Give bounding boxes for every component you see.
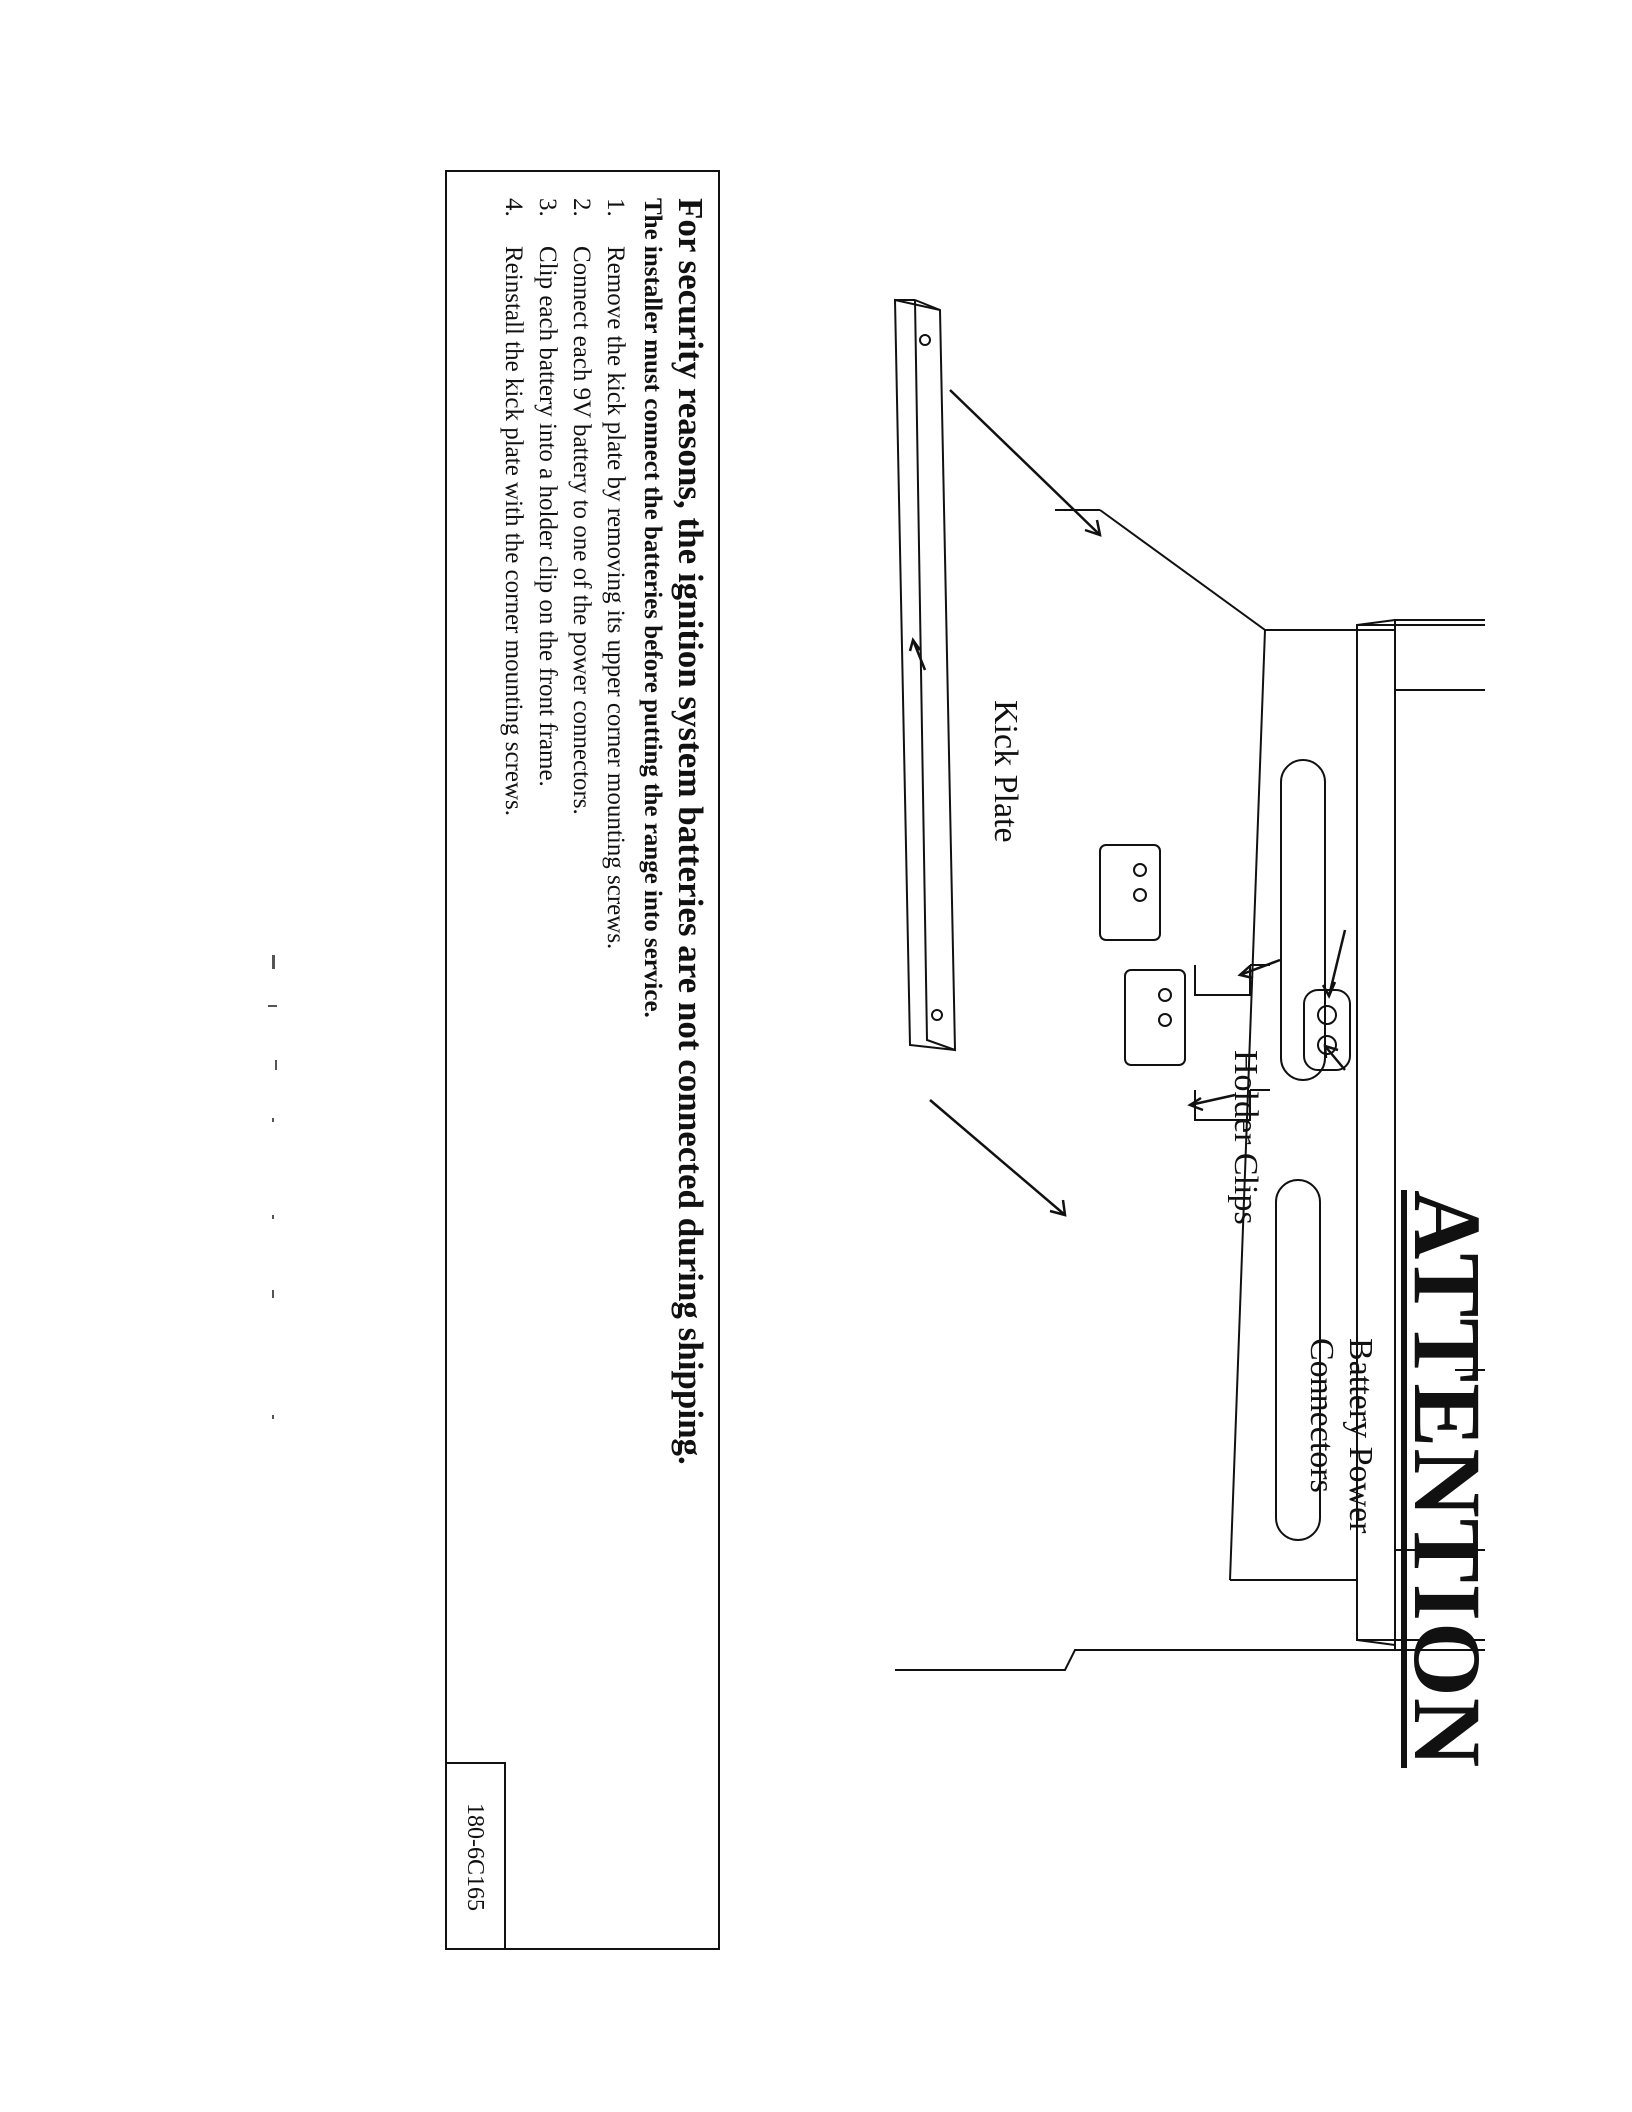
step-number: 2. — [568, 198, 595, 217]
kick-plate-label: Kick Plate — [987, 700, 1024, 843]
step-text: Clip each battery into a holder clip on the front frame. — [534, 246, 561, 787]
scan-speck — [272, 1415, 274, 1419]
step-number: 1. — [602, 198, 629, 217]
step-text: Reinstall the kick plate with the corner mounting screws. — [500, 246, 527, 816]
scan-speck — [272, 1118, 274, 1122]
battery-connectors-label-line1: Battery Power — [1342, 1338, 1379, 1534]
document-code: 180-6C165 — [445, 1762, 506, 1950]
step-item — [496, 198, 530, 949]
scan-speck — [272, 1290, 274, 1298]
range-front-illustration — [715, 170, 1501, 1954]
battery-power-connectors — [1304, 990, 1350, 1070]
step-number: 4. — [500, 198, 527, 217]
security-headline: For security reasons, the ignition system batteries are not connected during shipping. — [671, 198, 710, 1465]
step-item — [564, 198, 598, 949]
attention-heading: ATTENTION — [1394, 1190, 1501, 1769]
notice-box — [445, 170, 720, 1950]
rotated-page — [115, 170, 1501, 1954]
step-item — [598, 198, 632, 949]
scan-speck — [272, 1215, 274, 1219]
battery-connectors-label-line2: Connectors — [1302, 1338, 1340, 1493]
step-text: Remove the kick plate by removing its upper corner mounting screws. — [602, 246, 629, 950]
holder-clips-label: Holder Clips — [1227, 1050, 1264, 1225]
scan-speck — [275, 1060, 277, 1070]
installer-instruction: The installer must connect the batteries before putting the range into service. — [639, 198, 666, 1018]
scan-speck — [272, 955, 275, 969]
battery-connectors-label — [1302, 1338, 1380, 1533]
step-number: 3. — [534, 198, 561, 217]
scan-speck — [268, 1005, 277, 1007]
step-item — [530, 198, 564, 949]
kick-plate — [895, 300, 955, 1050]
installation-steps — [496, 198, 632, 949]
step-text: Connect each 9V battery to one of the power connectors. — [568, 246, 595, 815]
callout-arrows — [910, 390, 1345, 1215]
nine-volt-batteries — [1100, 845, 1185, 1065]
